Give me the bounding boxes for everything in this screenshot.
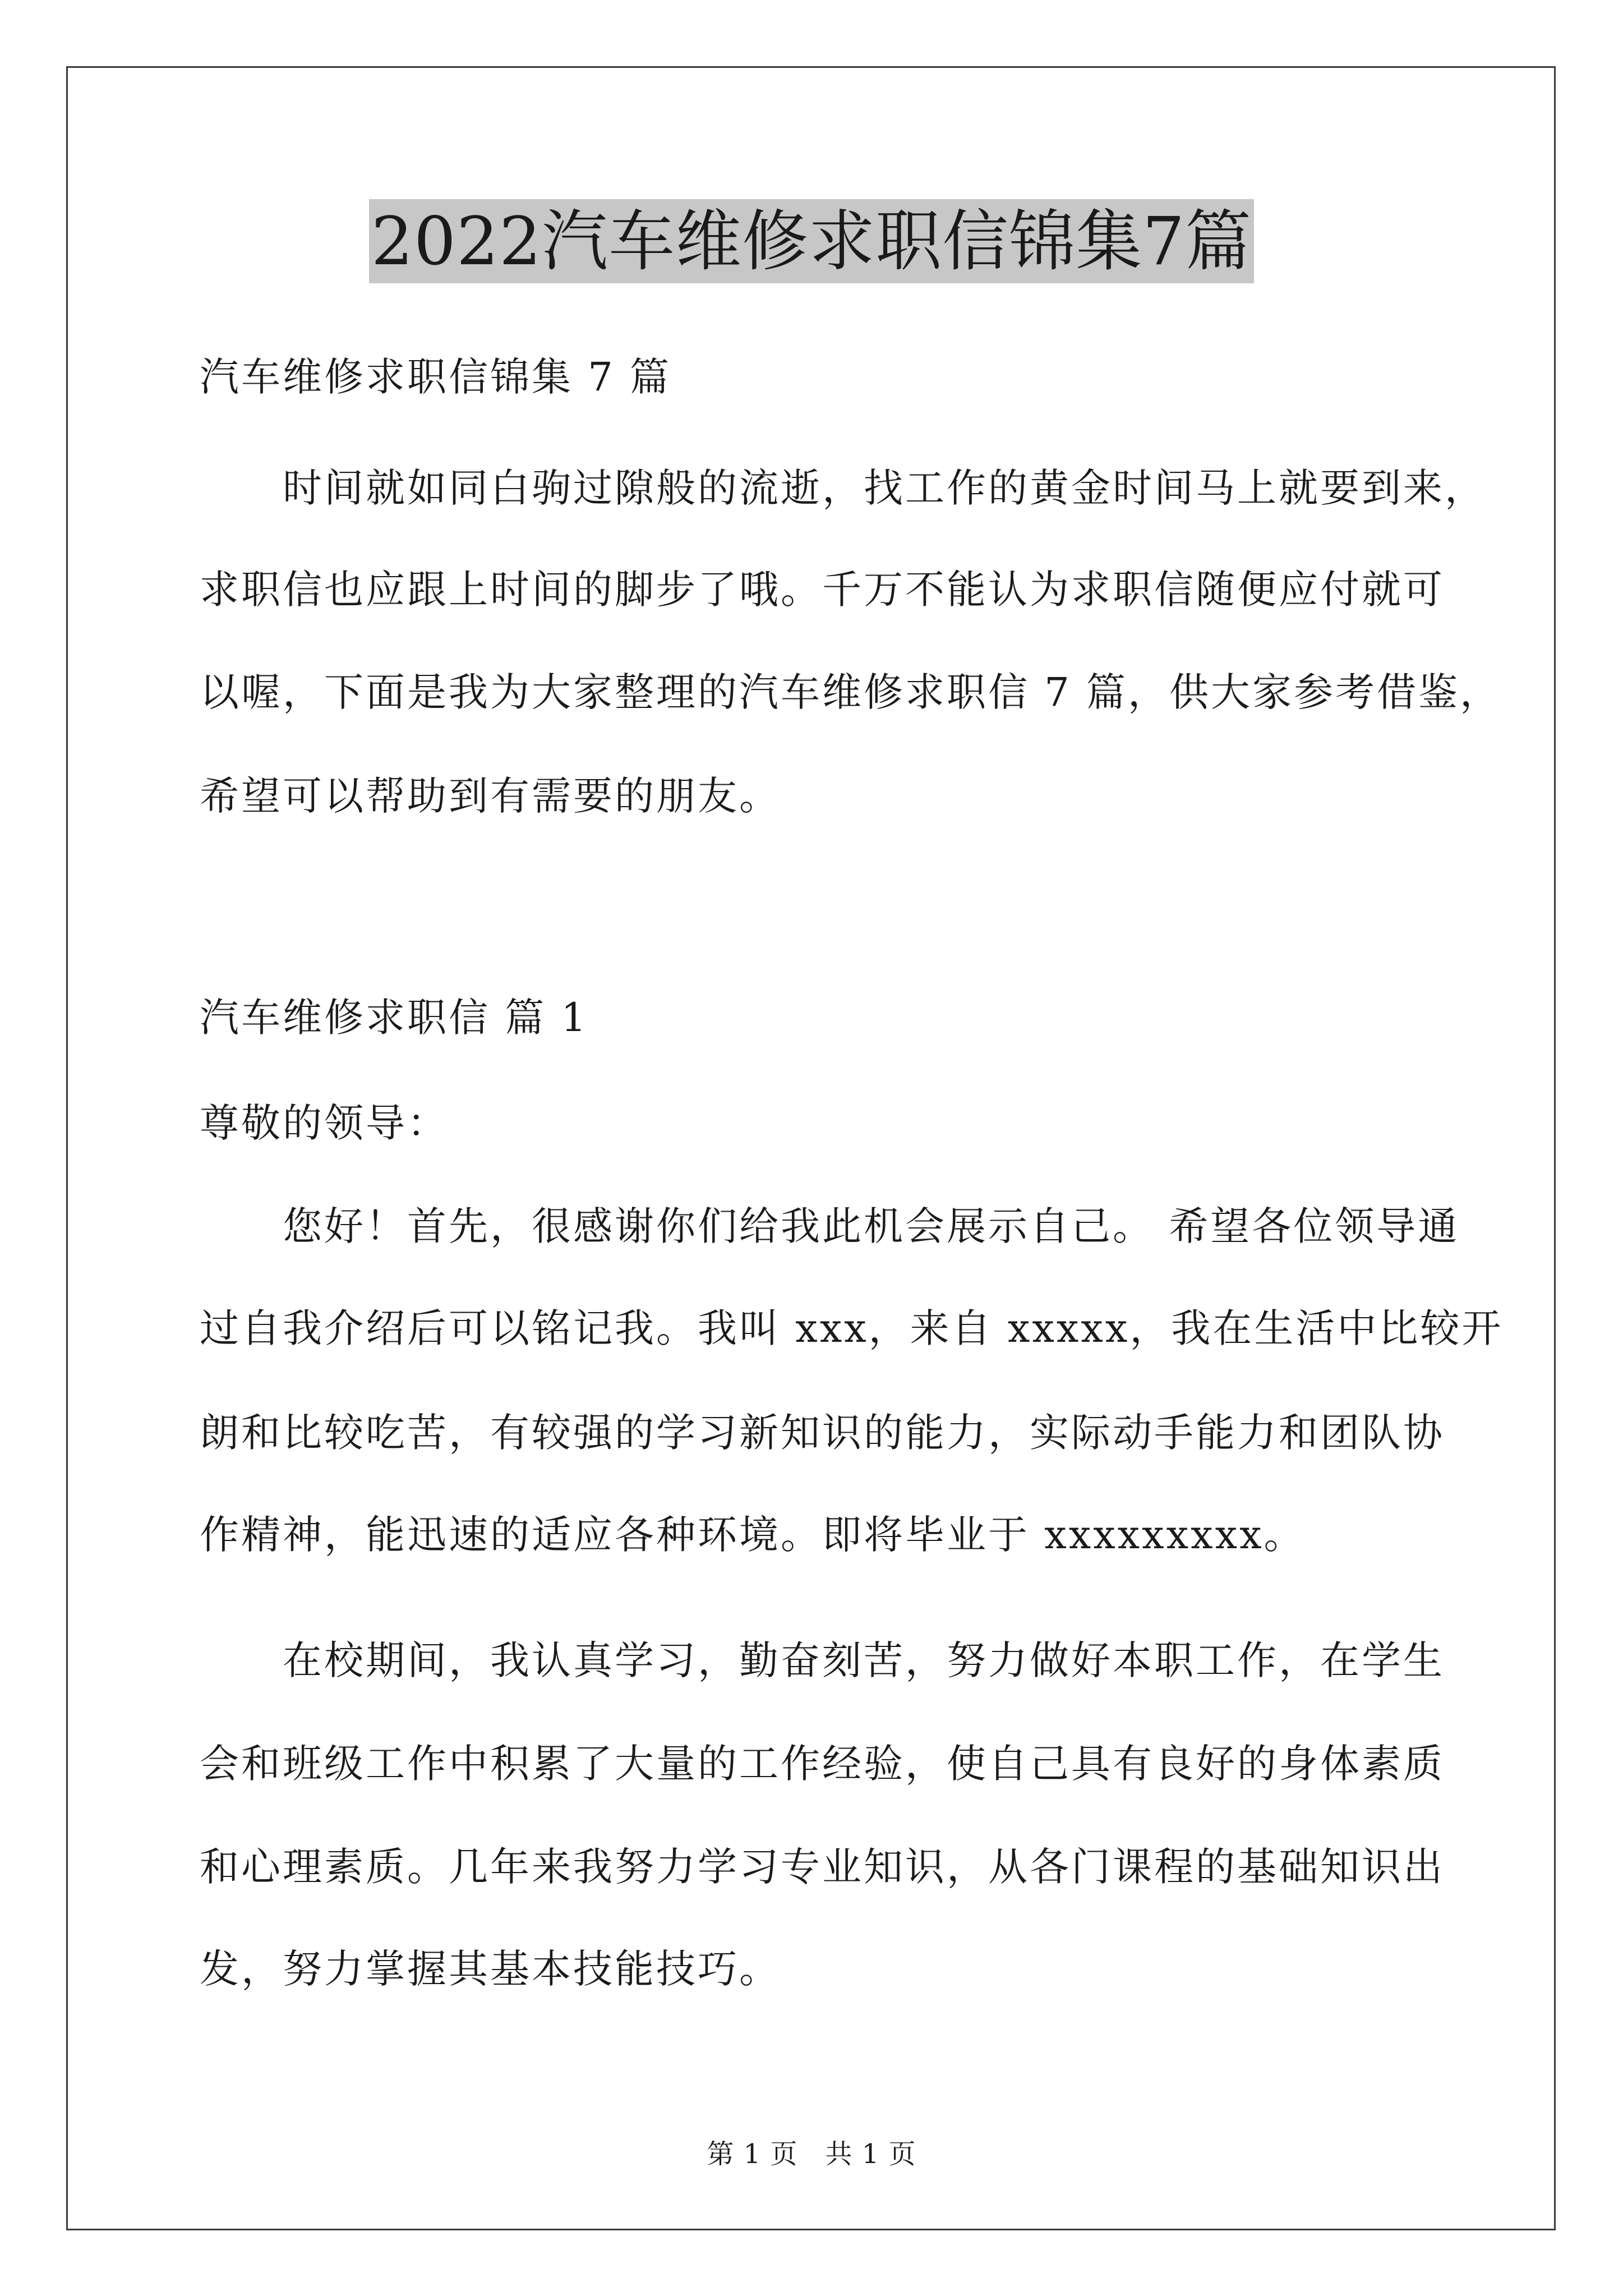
intro-line-1: 时间就如同白驹过隙般的流逝，找工作的黄金时间马上就要到来， (200, 465, 1486, 511)
intro-line-2: 求职信也应跟上时间的脚步了哦。千万不能认为求职信随便应付就可 (200, 567, 1445, 613)
page-footer: 第 1 页 共 1 页 (707, 2138, 916, 2170)
document-subtitle: 汽车维修求职信锦集 7 篇 (200, 354, 672, 400)
para1-line-2: 过自我介绍后可以铭记我。我叫 xxx，来自 xxxxx，我在生活中比较开 (200, 1305, 1504, 1351)
document-title-text: 2022汽车维修求职信锦集7篇 (369, 199, 1254, 283)
para1-line-4: 作精神，能迅速的适应各种环境。即将毕业于 xxxxxxxxx。 (200, 1512, 1306, 1558)
intro-line-3: 以喔，下面是我为大家整理的汽车维修求职信 7 篇，供大家参考借鉴， (200, 669, 1502, 715)
para1-line-3: 朗和比较吃苦，有较强的学习新知识的能力，实际动手能力和团队协 (200, 1410, 1445, 1456)
document-title (0, 199, 1623, 283)
salutation: 尊敬的领导： (200, 1100, 449, 1146)
para2-line-2: 会和班级工作中积累了大量的工作经验，使自己具有良好的身体素质 (200, 1741, 1445, 1787)
para1-line-1: 您好！首先，很感谢你们给我此机会展示自己。 希望各位领导通 (200, 1203, 1460, 1249)
para2-line-4: 发，努力掌握其基本技能技巧。 (200, 1946, 781, 1992)
para2-line-3: 和心理素质。几年来我努力学习专业知识，从各门课程的基础知识出 (200, 1844, 1445, 1890)
para2-line-1: 在校期间，我认真学习，勤奋刻苦，努力做好本职工作，在学生 (200, 1637, 1445, 1683)
section-heading: 汽车维修求职信 篇 1 (200, 995, 589, 1041)
intro-line-4: 希望可以帮助到有需要的朋友。 (200, 773, 781, 819)
